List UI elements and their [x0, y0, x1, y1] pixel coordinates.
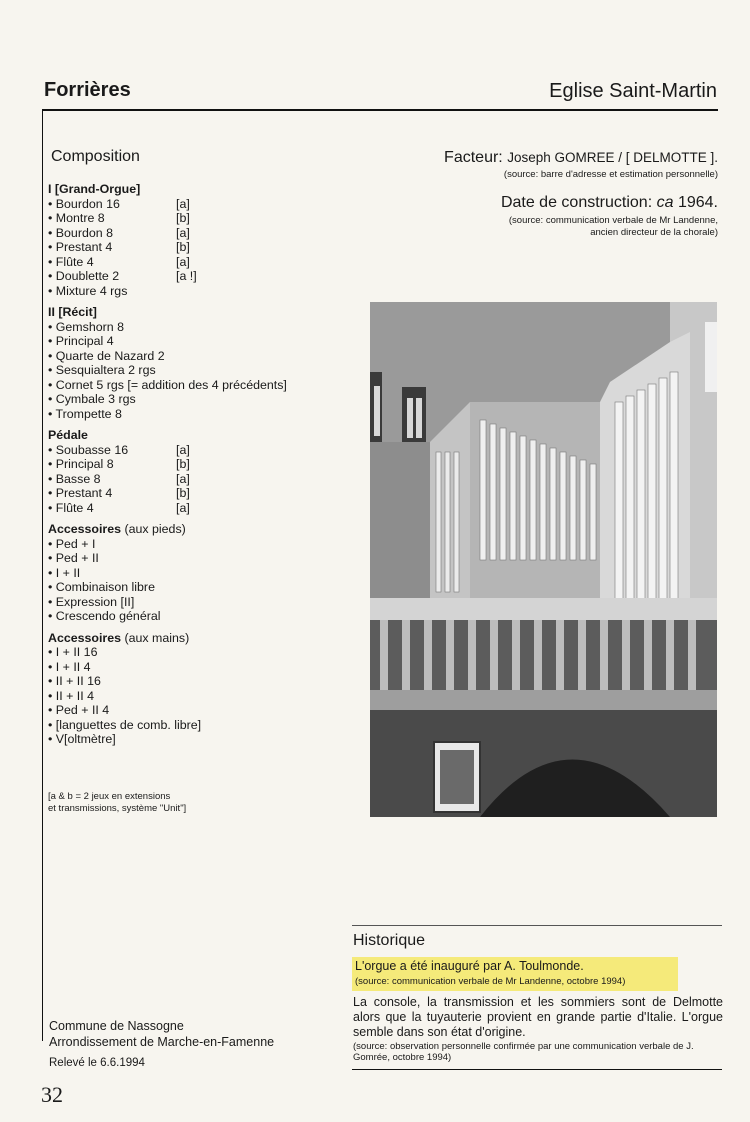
arrondissement: Arrondissement de Marche-en-Famenne [49, 1035, 275, 1049]
bottom-rule [352, 1069, 722, 1070]
stop-item [48, 363, 368, 378]
stop-item [48, 486, 368, 501]
stop-item [48, 660, 368, 675]
stop-name: • Flûte 4 [48, 500, 94, 515]
stop-item [48, 609, 368, 624]
stop-item [48, 595, 368, 610]
section-heading: II [Récit] [48, 305, 97, 319]
stop-name: • Sesquialtera 2 rgs [48, 363, 156, 377]
stop-item [48, 537, 368, 552]
survey-date: Relevé le 6.6.1994 [49, 1057, 145, 1069]
stop-name: • Combinaison libre [48, 580, 155, 594]
builder-label: Facteur: [444, 149, 503, 166]
stop-name: • Prestant 4 [48, 240, 113, 254]
historique-body: La console, la transmission et les sommiers sont de Delmotte alors que la tuyauterie provient en grande partie d'Italie. L'orgue semble dans son état d'origine. [353, 995, 723, 1039]
stop-name: • Cornet 5 rgs [= addition des 4 précédents] [48, 377, 287, 392]
stop-note: [b] [176, 457, 190, 471]
stop-name: • Crescendo général [48, 609, 161, 623]
date-label: Date de construction: [500, 194, 653, 211]
stop-name: • Ped + I [48, 536, 96, 551]
stop-name: • Soubasse 16 [48, 442, 129, 457]
stop-name: • Quarte de Nazard 2 [48, 348, 165, 363]
stop-note: [a] [176, 225, 190, 240]
left-rule [42, 111, 43, 1041]
stop-name: • II + II 16 [48, 674, 101, 688]
stop-note: [b] [176, 240, 190, 254]
stop-item [48, 211, 368, 226]
historique-source: (source: observation personnelle confirmée par une communication verbale de J. Gomrée, octobre 1994) [353, 1041, 694, 1063]
stop-item [48, 732, 368, 747]
stop-name: • I + II 16 [48, 645, 98, 659]
stop-list [48, 182, 368, 747]
stop-item [48, 392, 368, 407]
stop-item [48, 457, 368, 472]
stop-name: • Bourdon 16 [48, 196, 120, 211]
stop-item [48, 718, 368, 733]
stop-name: • II + II 4 [48, 688, 95, 703]
stop-item [48, 674, 368, 689]
stop-item [48, 689, 368, 704]
stop-item [48, 349, 368, 364]
stop-item [48, 255, 368, 270]
stop-name: • V[oltmètre] [48, 732, 116, 746]
composition-title: Composition [51, 148, 140, 165]
organ-photo [370, 302, 717, 817]
header-rule [42, 109, 718, 111]
stop-note: [b] [176, 486, 190, 500]
stop-item [48, 472, 368, 487]
stop-name: • Montre 8 [48, 211, 105, 225]
stop-name: • Gemshorn 8 [48, 319, 124, 334]
date-ca: ca [656, 194, 674, 211]
section-heading: Accessoires (aux pieds) [48, 522, 186, 536]
stop-item [48, 334, 368, 349]
stop-note: [a] [176, 254, 190, 269]
stop-item [48, 226, 368, 241]
section-heading: I [Grand-Orgue] [48, 182, 141, 196]
stop-name: • Principal 8 [48, 457, 114, 471]
town-title: Forrières [44, 79, 131, 101]
builder-name: Joseph GOMREE / [ DELMOTTE ]. [507, 150, 718, 165]
page-number: 32 [41, 1082, 63, 1107]
stop-item [48, 197, 368, 212]
stop-name: • Basse 8 [48, 471, 101, 486]
stop-note: [b] [176, 211, 190, 225]
inauguration-text: L'orgue a été inauguré par A. Toulmonde. [355, 959, 584, 973]
section-heading: Pédale [48, 428, 88, 442]
stop-name: • Ped + II 4 [48, 703, 110, 717]
stop-item [48, 320, 368, 335]
stop-item [48, 501, 368, 516]
stop-item [48, 645, 368, 660]
stop-item [48, 703, 368, 718]
stop-item [48, 284, 368, 299]
stop-item [48, 551, 368, 566]
stop-name: • I + II [48, 565, 81, 580]
builder-line [444, 149, 718, 167]
stop-note: [a] [176, 471, 190, 486]
inauguration-source: (source: communication verbale de Mr Landenne, octobre 1994) [355, 976, 626, 987]
historique-title: Historique [353, 932, 426, 949]
stop-note: [a] [176, 196, 190, 211]
stop-name: • Prestant 4 [48, 486, 113, 500]
stop-name: • Ped + II [48, 551, 99, 565]
church-title: Eglise Saint-Martin [549, 80, 717, 102]
commune: Commune de Nassogne [49, 1019, 184, 1033]
stop-name: • Flûte 4 [48, 254, 94, 269]
location-block [49, 1018, 274, 1050]
stop-item [48, 566, 368, 581]
stop-item [48, 580, 368, 595]
section-heading: Accessoires (aux mains) [48, 630, 190, 645]
historique-rule [352, 925, 722, 926]
stop-name: • Doublette 2 [48, 269, 120, 283]
stop-name: • Principal 4 [48, 334, 114, 348]
date-line [501, 194, 718, 212]
stop-item [48, 269, 368, 284]
stop-item [48, 240, 368, 255]
stop-note: [a !] [176, 269, 197, 283]
stop-item [48, 407, 368, 422]
stop-name: • Mixture 4 rgs [48, 283, 128, 298]
stop-note: [a] [176, 500, 190, 515]
stop-item [48, 378, 368, 393]
date-year: 1964. [677, 194, 718, 211]
stop-name: • Trompette 8 [48, 406, 122, 421]
stop-note: [a] [176, 442, 190, 457]
date-source: (source: communication verbale de Mr Landenne, ancien directeur de la chorale) [508, 215, 718, 238]
composition-footnote: [a & b = 2 jeux en extensions et transmissions, système "Unit"] [48, 791, 187, 814]
stop-name: • I + II 4 [48, 659, 91, 674]
stop-name: • Expression [II] [48, 594, 135, 609]
stop-item [48, 443, 368, 458]
stop-name: • [languettes de comb. libre] [48, 717, 202, 732]
builder-source: (source: barre d'adresse et estimation personnelle) [503, 169, 718, 180]
stop-name: • Bourdon 8 [48, 225, 113, 240]
stop-name: • Cymbale 3 rgs [48, 392, 136, 406]
